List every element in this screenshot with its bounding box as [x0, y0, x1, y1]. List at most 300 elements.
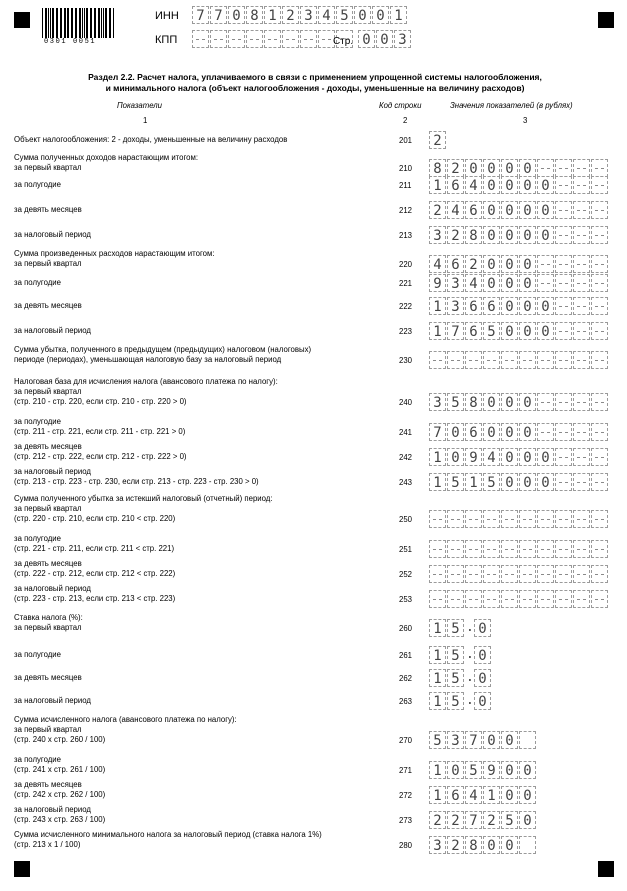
page-digit-cell: 0	[358, 30, 375, 48]
value-digit-cell: 0	[501, 322, 518, 340]
row-label-line: Ставка налога (%):	[14, 613, 83, 622]
row-label-252	[14, 559, 384, 579]
kpp-digit-cell	[210, 30, 227, 48]
corner-marker-bottom-left	[14, 861, 30, 877]
value-field-223[interactable]	[429, 322, 609, 340]
value-digit-cell	[447, 540, 464, 558]
value-digit-cell: 1	[429, 297, 446, 315]
value-digit-cell	[573, 322, 590, 340]
value-digit-cell: 2	[447, 836, 464, 854]
row-label-263	[14, 696, 384, 706]
row-label-223	[14, 326, 384, 336]
row-label-line: Сумма произведенных расходов нарастающим итогом:	[14, 249, 215, 258]
value-digit-cell: 0	[519, 448, 536, 466]
value-digit-cell: 0	[474, 646, 491, 664]
inn-digit-cell: 0	[228, 6, 245, 24]
row-label-line: за налоговый период	[14, 696, 91, 705]
value-digit-cell: 0	[537, 201, 554, 219]
inn-digit-cell: 8	[246, 6, 263, 24]
value-field-230[interactable]	[429, 351, 609, 369]
value-digit-cell	[573, 159, 590, 177]
value-field-262[interactable]	[429, 669, 492, 687]
value-digit-cell	[483, 351, 500, 369]
value-field-251[interactable]	[429, 540, 609, 558]
value-digit-cell: 5	[501, 811, 518, 829]
value-digit-cell	[555, 565, 572, 583]
value-digit-cell	[555, 423, 572, 441]
value-digit-cell: 1	[429, 646, 446, 664]
value-digit-cell	[519, 510, 536, 528]
value-digit-cell	[483, 590, 500, 608]
value-digit-cell: 3	[429, 393, 446, 411]
page-label: Стр.	[333, 36, 354, 47]
value-digit-cell: 5	[447, 619, 464, 637]
row-label-line: (стр. 213 - стр. 223 - стр. 230, если стр. 213 - стр. 223 - стр. 230 > 0)	[14, 477, 259, 486]
value-field-280[interactable]	[429, 836, 537, 854]
value-digit-cell	[591, 393, 608, 411]
barcode-bar	[79, 8, 80, 38]
row-label-260	[14, 613, 384, 633]
value-digit-cell: 0	[501, 761, 518, 779]
value-digit-cell: 0	[537, 297, 554, 315]
section-title-line1: Раздел 2.2. Расчет налога, уплачиваемого в связи с применением упрощенной системы налогообложения,	[88, 72, 542, 82]
value-digit-cell: 0	[519, 226, 536, 244]
value-field-221[interactable]	[429, 274, 609, 292]
value-digit-cell: 0	[537, 473, 554, 491]
value-digit-cell	[591, 510, 608, 528]
row-label-line: за полугодие	[14, 534, 61, 543]
value-digit-cell: 0	[483, 836, 500, 854]
value-digit-cell: 1	[429, 448, 446, 466]
value-digit-cell	[483, 565, 500, 583]
inn-label: ИНН	[155, 10, 179, 22]
inn-digit-cell: 1	[264, 6, 281, 24]
value-field-241[interactable]	[429, 423, 609, 441]
value-digit-cell	[591, 448, 608, 466]
value-digit-cell: 0	[483, 255, 500, 273]
value-digit-cell	[429, 565, 446, 583]
barcode-bar	[53, 8, 54, 38]
row-label-line: за полугодие	[14, 755, 61, 764]
row-label-line: (стр. 241 х стр. 261 / 100)	[14, 765, 106, 774]
inn-digit-cell: 4	[318, 6, 335, 24]
value-digit-cell	[591, 565, 608, 583]
page-digit-cell: 3	[394, 30, 411, 48]
value-field-250[interactable]	[429, 510, 609, 528]
kpp-digit-cell	[246, 30, 263, 48]
inn-field[interactable]	[192, 6, 408, 24]
value-digit-cell: 2	[447, 226, 464, 244]
value-digit-cell	[573, 201, 590, 219]
value-digit-cell	[501, 590, 518, 608]
row-label-line: за девять месяцев	[14, 205, 82, 214]
value-field-242[interactable]	[429, 448, 609, 466]
value-digit-cell	[519, 731, 536, 749]
kpp-label: КПП	[155, 34, 178, 46]
value-digit-cell: 0	[519, 159, 536, 177]
value-digit-cell: 1	[429, 619, 446, 637]
row-code-273: 273	[399, 816, 413, 825]
value-digit-cell: 0	[483, 731, 500, 749]
row-label-line: за первый квартал	[14, 163, 82, 172]
value-digit-cell	[537, 255, 554, 273]
row-code-241: 241	[399, 428, 413, 437]
page-digit-cell: 0	[376, 30, 393, 48]
value-digit-cell: 0	[474, 669, 491, 687]
row-label-line: (стр. 221 - стр. 211, если стр. 211 < стр. 221)	[14, 544, 175, 553]
row-label-line: Сумма полученного убытка за истекший налоговый (отчетный) период:	[14, 494, 273, 503]
value-field-263[interactable]	[429, 692, 492, 710]
value-digit-cell: 2	[465, 255, 482, 273]
value-digit-cell: 6	[447, 786, 464, 804]
value-digit-cell	[573, 473, 590, 491]
value-digit-cell: 0	[501, 226, 518, 244]
barcode-bar	[42, 8, 43, 38]
value-digit-cell: 4	[447, 201, 464, 219]
value-digit-cell	[519, 590, 536, 608]
row-code-213: 213	[399, 231, 413, 240]
value-digit-cell: 0	[447, 761, 464, 779]
value-field-220[interactable]	[429, 255, 609, 273]
barcode-bar	[94, 8, 95, 38]
value-digit-cell: 5	[429, 731, 446, 749]
value-digit-cell: 0	[501, 448, 518, 466]
kpp-digit-cell	[282, 30, 299, 48]
row-label-251	[14, 534, 384, 554]
barcode-bar	[110, 8, 111, 38]
value-digit-cell: 5	[465, 761, 482, 779]
value-digit-cell: 0	[447, 448, 464, 466]
value-digit-cell	[537, 590, 554, 608]
value-digit-cell	[573, 176, 590, 194]
value-field-201[interactable]	[429, 131, 447, 149]
value-digit-cell: 0	[519, 176, 536, 194]
value-digit-cell	[429, 351, 446, 369]
value-digit-cell: 6	[465, 297, 482, 315]
value-digit-cell	[447, 590, 464, 608]
row-label-201	[14, 135, 384, 145]
value-digit-cell: 0	[501, 786, 518, 804]
value-digit-cell	[573, 255, 590, 273]
value-digit-cell	[537, 565, 554, 583]
col-header-values: Значения показателей (в рублях)	[450, 101, 573, 110]
value-digit-cell: 0	[519, 786, 536, 804]
value-digit-cell: 4	[465, 176, 482, 194]
value-digit-cell: 0	[483, 423, 500, 441]
value-digit-cell: 5	[447, 473, 464, 491]
value-field-260[interactable]	[429, 619, 492, 637]
col-header-indicators: Показатели	[117, 101, 163, 110]
value-digit-cell	[591, 176, 608, 194]
value-digit-cell	[573, 423, 590, 441]
row-label-line: за налоговый период	[14, 467, 91, 476]
value-digit-cell	[573, 565, 590, 583]
value-field-213[interactable]	[429, 226, 609, 244]
value-digit-cell	[573, 393, 590, 411]
value-digit-cell: 0	[501, 201, 518, 219]
value-digit-cell: 8	[465, 226, 482, 244]
value-digit-cell: 0	[519, 255, 536, 273]
value-digit-cell	[429, 540, 446, 558]
row-label-221	[14, 278, 384, 288]
row-label-line: за первый квартал	[14, 623, 82, 632]
row-code-242: 242	[399, 453, 413, 462]
value-digit-cell: 0	[501, 274, 518, 292]
value-digit-cell	[555, 297, 572, 315]
value-digit-cell: 0	[447, 423, 464, 441]
row-label-220	[14, 249, 384, 269]
value-field-212[interactable]	[429, 201, 609, 219]
row-label-222	[14, 301, 384, 311]
row-label-line: за первый квартал	[14, 259, 82, 268]
col-number-3: 3	[523, 116, 528, 125]
value-digit-cell: 0	[519, 322, 536, 340]
row-label-242	[14, 442, 384, 462]
row-code-263: 263	[399, 697, 413, 706]
value-digit-cell: 3	[447, 731, 464, 749]
value-digit-cell: 0	[483, 201, 500, 219]
row-label-270	[14, 715, 384, 745]
inn-digit-cell: 2	[282, 6, 299, 24]
value-digit-cell: 1	[429, 692, 446, 710]
row-label-line: за полугодие	[14, 417, 61, 426]
value-field-222[interactable]	[429, 297, 609, 315]
value-digit-cell	[465, 565, 482, 583]
row-code-250: 250	[399, 515, 413, 524]
value-field-240[interactable]	[429, 393, 609, 411]
value-digit-cell: 1	[429, 322, 446, 340]
value-digit-cell: 3	[429, 836, 446, 854]
row-label-line: периоде (периодах), уменьшающая налоговую базу за налоговый период	[14, 355, 282, 364]
value-field-273[interactable]	[429, 811, 537, 829]
value-digit-cell: 1	[429, 473, 446, 491]
page-number-field[interactable]	[358, 30, 412, 48]
row-code-230: 230	[399, 356, 413, 365]
value-digit-cell: 3	[429, 226, 446, 244]
value-digit-cell: 8	[465, 836, 482, 854]
col-header-code: Код строки	[379, 101, 422, 110]
value-digit-cell	[555, 540, 572, 558]
value-digit-cell: 6	[483, 297, 500, 315]
row-code-253: 253	[399, 595, 413, 604]
barcode-bar	[87, 8, 88, 38]
col-number-1: 1	[143, 116, 148, 125]
value-field-211[interactable]	[429, 176, 609, 194]
inn-digit-cell: 0	[354, 6, 371, 24]
value-digit-cell	[555, 274, 572, 292]
row-label-line: за полугодие	[14, 650, 61, 659]
row-label-line: за полугодие	[14, 278, 61, 287]
decimal-separator	[465, 692, 473, 710]
row-label-line: за первый квартал	[14, 504, 82, 513]
value-digit-cell: 0	[537, 322, 554, 340]
value-field-210[interactable]	[429, 159, 609, 177]
row-code-270: 270	[399, 736, 413, 745]
value-digit-cell	[519, 540, 536, 558]
row-label-line: за девять месяцев	[14, 559, 82, 568]
row-code-240: 240	[399, 398, 413, 407]
row-label-240	[14, 377, 384, 407]
row-code-260: 260	[399, 624, 413, 633]
value-digit-cell: 5	[483, 473, 500, 491]
row-label-273	[14, 805, 384, 825]
row-label-line: за налоговый период	[14, 584, 91, 593]
row-code-272: 272	[399, 791, 413, 800]
value-digit-cell	[591, 322, 608, 340]
value-field-252[interactable]	[429, 565, 609, 583]
value-field-272[interactable]	[429, 786, 537, 804]
row-label-line: (стр. 242 х стр. 262 / 100)	[14, 790, 106, 799]
value-digit-cell: 0	[501, 159, 518, 177]
value-digit-cell	[573, 448, 590, 466]
row-label-280	[14, 830, 384, 850]
value-field-270[interactable]	[429, 731, 537, 749]
row-label-211	[14, 180, 384, 190]
inn-digit-cell: 7	[192, 6, 209, 24]
row-label-line: (стр. 213 х 1 / 100)	[14, 840, 81, 849]
value-digit-cell	[501, 540, 518, 558]
value-digit-cell	[591, 351, 608, 369]
value-digit-cell	[483, 510, 500, 528]
row-label-261	[14, 650, 384, 660]
value-digit-cell	[537, 510, 554, 528]
row-code-261: 261	[399, 651, 413, 660]
value-digit-cell: 0	[483, 226, 500, 244]
value-digit-cell	[519, 565, 536, 583]
corner-marker-bottom-right	[598, 861, 614, 877]
value-digit-cell	[429, 590, 446, 608]
value-field-271[interactable]	[429, 761, 537, 779]
value-digit-cell	[519, 351, 536, 369]
row-label-262	[14, 673, 384, 683]
section-title	[30, 72, 600, 94]
value-digit-cell	[465, 540, 482, 558]
kpp-field[interactable]	[192, 30, 354, 48]
row-code-211: 211	[399, 181, 412, 190]
value-digit-cell: 0	[519, 201, 536, 219]
kpp-digit-cell	[300, 30, 317, 48]
value-digit-cell	[555, 473, 572, 491]
value-digit-cell: 0	[501, 297, 518, 315]
value-field-253[interactable]	[429, 590, 609, 608]
barcode-bar	[68, 8, 69, 38]
row-code-212: 212	[399, 206, 413, 215]
value-digit-cell	[591, 159, 608, 177]
value-digit-cell: 6	[447, 255, 464, 273]
value-digit-cell: 0	[501, 473, 518, 491]
row-code-223: 223	[399, 327, 413, 336]
decimal-separator	[465, 669, 473, 687]
value-digit-cell: 8	[465, 393, 482, 411]
value-digit-cell: 2	[429, 811, 446, 829]
value-digit-cell: 1	[465, 473, 482, 491]
value-digit-cell: 7	[447, 322, 464, 340]
value-field-243[interactable]	[429, 473, 609, 491]
barcode-bar	[48, 8, 49, 38]
inn-digit-cell: 5	[336, 6, 353, 24]
value-digit-cell	[537, 423, 554, 441]
value-digit-cell: 0	[465, 159, 482, 177]
row-label-line: Сумма исчисленного налога (авансового платежа по налогу):	[14, 715, 237, 724]
value-digit-cell: 3	[447, 274, 464, 292]
value-digit-cell	[573, 297, 590, 315]
value-digit-cell	[501, 565, 518, 583]
value-digit-cell: 2	[429, 131, 446, 149]
row-label-212	[14, 205, 384, 215]
value-digit-cell	[591, 540, 608, 558]
value-digit-cell: 2	[447, 159, 464, 177]
value-digit-cell: 7	[429, 423, 446, 441]
value-digit-cell	[555, 255, 572, 273]
row-label-213	[14, 230, 384, 240]
value-digit-cell: 0	[519, 811, 536, 829]
row-label-line: за девять месяцев	[14, 301, 82, 310]
value-digit-cell: 0	[519, 473, 536, 491]
value-digit-cell	[447, 565, 464, 583]
value-digit-cell: 4	[483, 448, 500, 466]
value-digit-cell	[537, 540, 554, 558]
row-label-250	[14, 494, 384, 524]
value-digit-cell	[537, 159, 554, 177]
value-digit-cell	[591, 297, 608, 315]
value-digit-cell: 0	[519, 423, 536, 441]
value-digit-cell	[573, 226, 590, 244]
value-digit-cell: 5	[447, 669, 464, 687]
row-label-241	[14, 417, 384, 437]
value-digit-cell	[447, 351, 464, 369]
row-label-line: Сумма убытка, полученного в предыдущем (предыдущих) налоговом (налоговых)	[14, 345, 312, 354]
value-digit-cell	[591, 255, 608, 273]
value-digit-cell: 5	[447, 646, 464, 664]
barcode-bar	[72, 8, 73, 38]
value-digit-cell: 0	[483, 176, 500, 194]
row-code-220: 220	[399, 260, 413, 269]
value-digit-cell: 1	[429, 786, 446, 804]
value-digit-cell: 9	[483, 761, 500, 779]
value-digit-cell: 1	[429, 669, 446, 687]
value-digit-cell: 0	[501, 836, 518, 854]
value-digit-cell: 7	[465, 811, 482, 829]
value-digit-cell: 2	[483, 811, 500, 829]
value-digit-cell: 0	[483, 159, 500, 177]
value-digit-cell: 6	[447, 176, 464, 194]
value-field-261[interactable]	[429, 646, 492, 664]
value-digit-cell: 0	[519, 274, 536, 292]
row-label-line: (стр. 210 - стр. 220, если стр. 210 - стр. 220 > 0)	[14, 397, 187, 406]
value-digit-cell	[519, 836, 536, 854]
row-label-230	[14, 345, 384, 365]
value-digit-cell	[537, 274, 554, 292]
row-label-line: (стр. 211 - стр. 221, если стр. 211 - стр. 221 > 0)	[14, 427, 186, 436]
kpp-digit-cell	[264, 30, 281, 48]
value-digit-cell: 5	[447, 393, 464, 411]
barcode-bar	[61, 8, 62, 38]
value-digit-cell: 4	[429, 255, 446, 273]
value-digit-cell	[465, 590, 482, 608]
row-code-210: 210	[399, 164, 413, 173]
inn-digit-cell: 0	[372, 6, 389, 24]
value-digit-cell	[555, 510, 572, 528]
row-label-line: (стр. 220 - стр. 210, если стр. 210 < стр. 220)	[14, 514, 176, 523]
row-code-271: 271	[399, 766, 413, 775]
value-digit-cell	[573, 510, 590, 528]
value-digit-cell	[591, 590, 608, 608]
value-digit-cell: 2	[447, 811, 464, 829]
value-digit-cell	[555, 448, 572, 466]
value-digit-cell	[555, 590, 572, 608]
value-digit-cell	[555, 351, 572, 369]
inn-digit-cell: 7	[210, 6, 227, 24]
